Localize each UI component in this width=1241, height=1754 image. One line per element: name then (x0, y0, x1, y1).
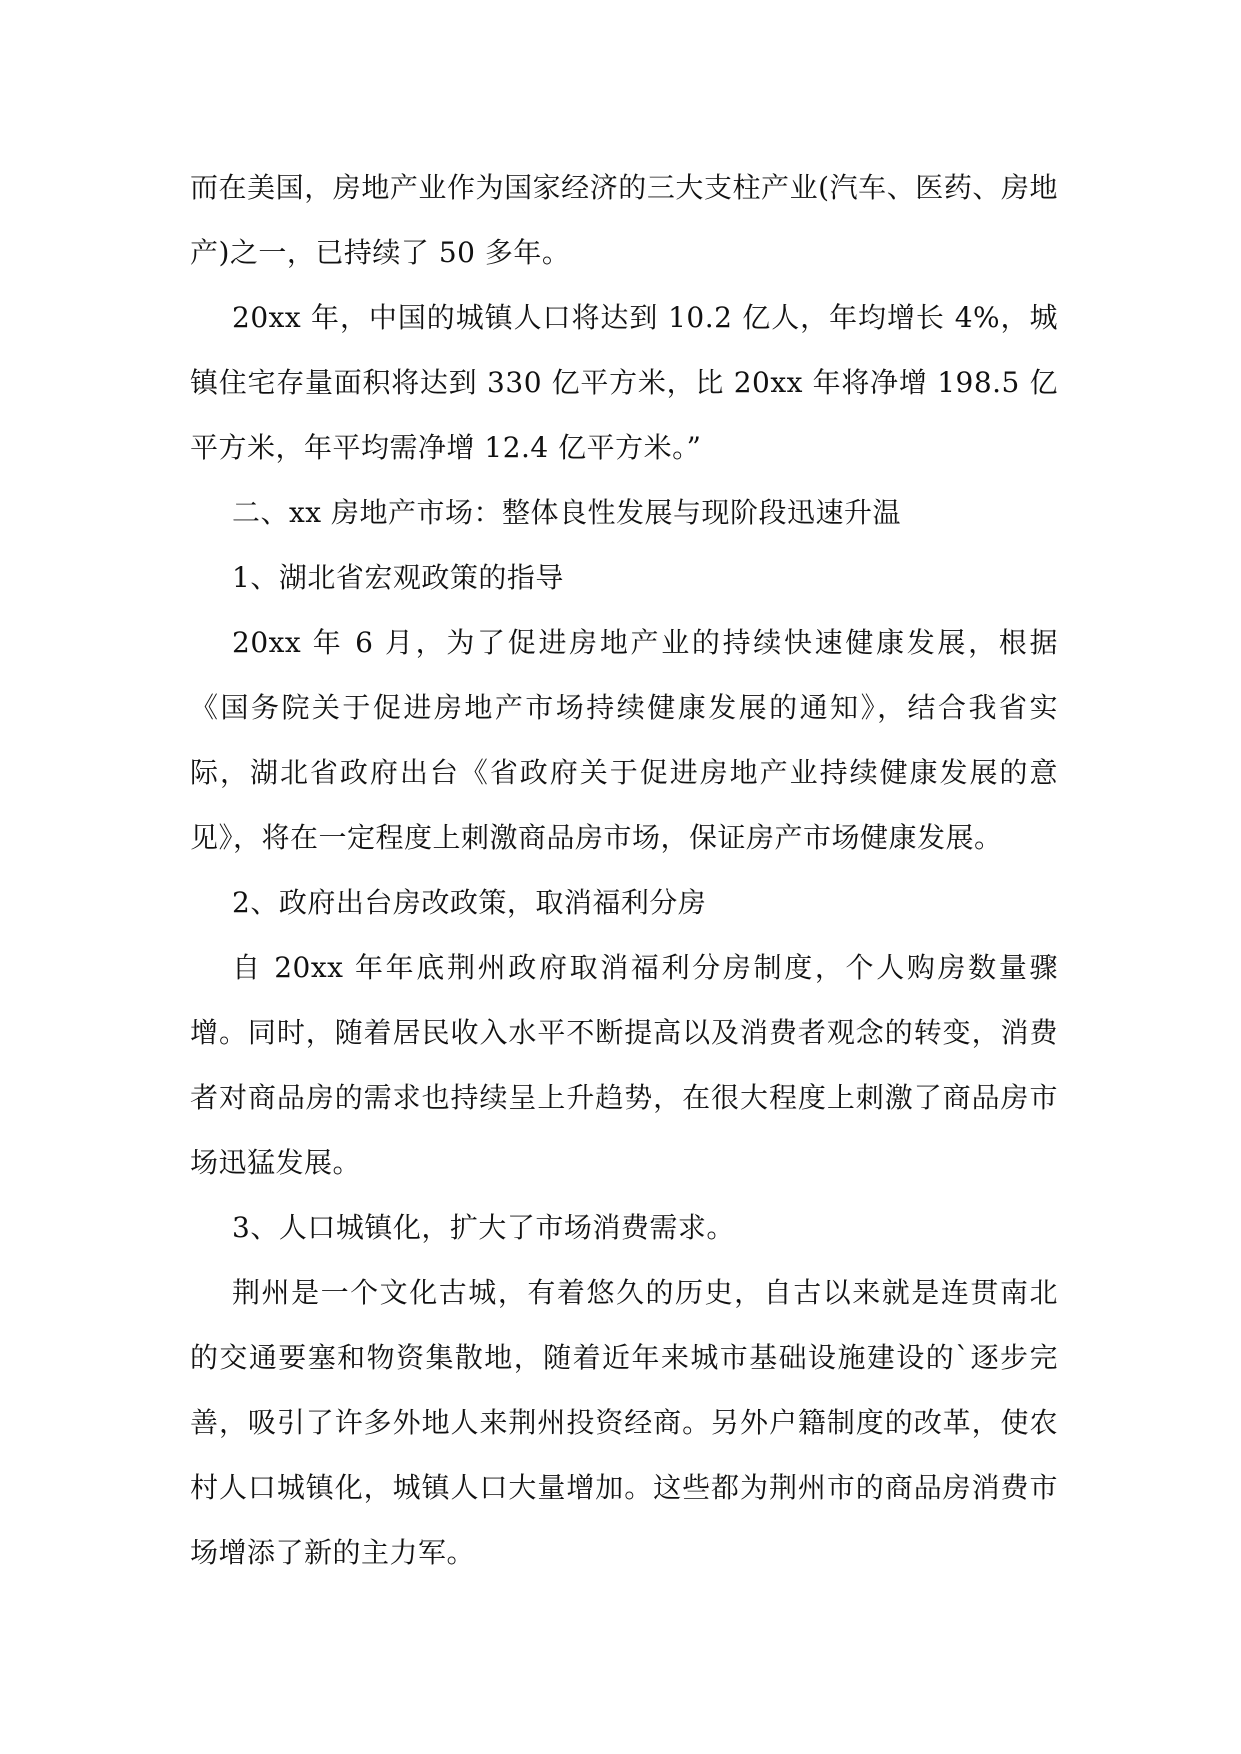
paragraph-housing-reform: 自 20xx 年年底荆州政府取消福利分房制度，个人购房数量骤增。同时，随着居民收入水平不断提高以及消费者观念的转变，消费者对商品房的需求也持续呈上升趋势，在很大程度上刺激了商品房市场迅猛发展。 (190, 951, 1058, 1179)
section-heading-market: 二、xx 房地产市场：整体良性发展与现阶段迅速升温 (232, 496, 901, 529)
paragraph-urban-population: 20xx 年，中国的城镇人口将达到 10.2 亿人，年均增长 4%，城镇住宅存量面积将达到 330 亿平方米，比 20xx 年将净增 198.5 亿平方米，年平均需净增 12.4 亿平方米。” (190, 301, 1058, 464)
paragraph-us-real-estate: 而在美国，房地产业作为国家经济的三大支柱产业(汽车、医药、房地产)之一，已持续了 50 多年。 (190, 171, 1058, 269)
subheading-macro-policy: 1、湖北省宏观政策的指导 (232, 561, 564, 594)
paragraph-urbanization: 荆州是一个文化古城，有着悠久的历史，自古以来就是连贯南北的交通要塞和物资集散地，随着近年来城市基础设施建设的`逐步完善，吸引了许多外地人来荆州投资经商。另外户籍制度的改革，使农村人口城镇化，城镇人口大量增加。这些都为荆州市的商品房消费市场增添了新的主力军。 (190, 1276, 1058, 1569)
document-body (190, 155, 1058, 1585)
subheading-housing-reform: 2、政府出台房改政策，取消福利分房 (232, 886, 707, 919)
subheading-urbanization: 3、人口城镇化，扩大了市场消费需求。 (232, 1211, 735, 1244)
paragraph-macro-policy: 20xx 年 6 月，为了促进房地产业的持续快速健康发展，根据《国务院关于促进房地产市场持续健康发展的通知》，结合我省实际，湖北省政府出台《省政府关于促进房地产业持续健康发展的意见》，将在一定程度上刺激商品房市场，保证房产市场健康发展。 (190, 626, 1058, 854)
